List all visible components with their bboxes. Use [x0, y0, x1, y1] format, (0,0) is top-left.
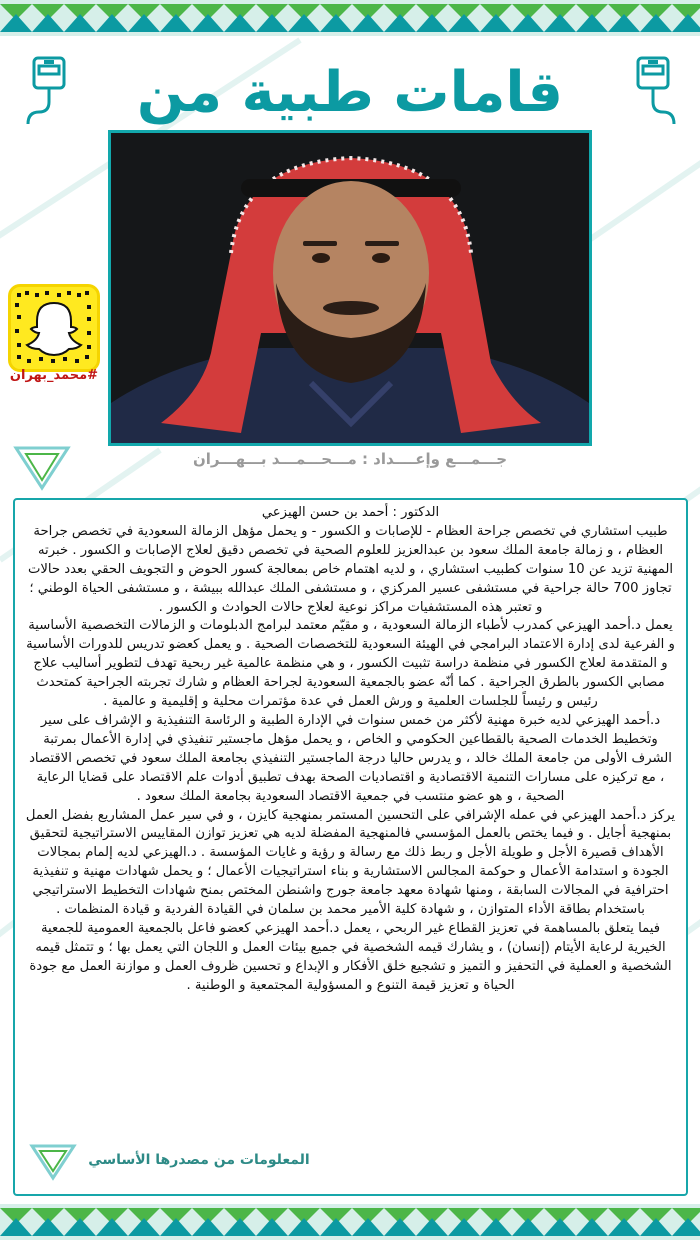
snapchat-handle: #محمد_بهران — [9, 368, 99, 383]
credit-line: جـــمـــع وإعــــداد : مـــحـــمـــد بـــهـــران — [192, 450, 508, 468]
iv-device-icon — [628, 54, 678, 134]
bio-paragraph: يعمل د.أحمد الهيزعي كمدرب لأطباء الزمالة السعودية ، و مقيّم معتمد لبرامج الدبلومات و الزمالات التخصصية الأساسية و الفرعية لدى إدارة الاعتماد البرامجي في الهيئة السعودية للتخصصات الصحية . و يعمل كعضو تدريس للدورات الأساسية و المتقدمة لعلاج الكسور في منظمة دراسة تثبيت الكسور ، و هي منظمة عالمية غير ربحية تهدف لتطوير أساليب علاج مصابي الكسور بالطرق الجراحية . كما أنّه عضو بالجمعية السعودية لجراحة العظام و شارك تجربته الجراحية كمتحدث رئيس و رئيساً للجلسات العلمية و ورش العمل في عدة مؤتمرات محلية و إقليمية و عالمية . — [26, 618, 675, 710]
triangle-decoration — [12, 444, 72, 492]
bio-text — [25, 504, 676, 996]
bio-box — [13, 498, 688, 1196]
iv-device-icon — [24, 54, 74, 134]
bio-paragraph: فيما يتعلق بالمساهمة في تعزيز القطاع غير الربحي ، يعمل د.أحمد الهيزعي كعضو فاعل بالجمعية العمومية للجمعية الخيرية لرعاية الأيتام (إنسان) ، و يشارك قيمه الشخصية في جميع بيئات العمل و اللجان التي يعمل بها ؛ و تتمثل قيمه الشخصية و العملية في التحفيز و التميز و تشجيع خلق الأفكار و الإبداع و تحسين ظروف العمل و موازنة العمل مع جودة الحياة و تعزيز قيمة التنوع و المسؤولية المجتمعية و الوطنية . — [29, 920, 672, 993]
bottom-pattern-band — [0, 1204, 700, 1240]
bio-paragraph: يركز د.أحمد الهيزعي في عمله الإشرافي على التحسين المستمر بمنهجية كايزن ، و في سير عمل المشاريع بفضل العمل بمنهجية أجايل . و فيما يختص بالعمل المؤسسي فالمنهجية المفضلة لديه هي تعزيز توازن المقاييس الاستراتيجية لتحقيق الأهداف قصيرة الأجل و طويلة الأجل و ربط ذلك مع رسالة و رؤية و غايات المؤسسة . د.الهيزعي لديه إلمام بمجالات الجودة و استدامة الأعمال و حوكمة المجالس الاستشارية و بناء استراتيجيات الأعمال ؛ و يحمل شهادات مهنية و تنفيذية احترافية في المجالات السابقة ، ومنها شهادة معهد جامعة جورج واشنطن المختص بمنح شهادات التخطيط الاستراتيجي باستخدام بطاقة الأداء المتوازن ، و شهادة كلية الأمير محمد بن سلمان في القيادة الفردية و قيادة المنظمات . — [25, 807, 676, 918]
bio-paragraph: د.أحمد الهيزعي لديه خبرة مهنية لأكثر من خمس سنوات في الإدارة الطبية و الرئاسة التنفيذية و الإشراف على سير وتخطيط الخدمات الصحية بالقطاعين الحكومي و الخاص ، و يحمل مؤهل ماجستير تنفيذي في إدارة الأعمال بمرتبة الشرف الأولى من جامعة الملك خالد ، و يدرس حاليا درجة الماجستير التنفيذي بجامعة الملك سعود في تخصص الاقتصاد ، مع تركيزه على مسارات التنمية الاقتصادية و اقتصاديات الصحة بهدف تطبيق أدوات علم الاقتصاد على قضايا الرعاية الصحية ، و هو عضو منتسب في جمعية الاقتصاد السعودية بجامعة الملك سعود . — [29, 712, 672, 804]
triangle-decoration — [28, 1142, 78, 1182]
source-note: المعلومات من مصدرها الأساسي — [88, 1152, 310, 1168]
portrait-frame — [108, 130, 592, 446]
portrait-photo — [111, 133, 589, 443]
snapchat-ghost-icon — [27, 303, 81, 355]
snapchat-code[interactable] — [8, 284, 100, 372]
page-title: قامات طبية من — [136, 60, 564, 125]
bio-paragraph: طبيب استشاري في تخصص جراحة العظام - للإصابات و الكسور - و يحمل مؤهل الزمالة السعودية في تخصص جراحة العظام ، و زمالة جامعة الملك سعود بن عبدالعزيز للعلوم الصحية في تخصص دقيق لعلاج الإصابات و الكسور . خبرته المهنية تزيد عن 10 سنوات كطبيب استشاري ، و لديه اهتمام خاص بمعالجة كسور الحوض و التجويف الحقي بعدد حالات تجاوز 700 حالة جراحية في مستشفى عسير المركزي ، و مستشفى الملك عبدالله ببيشة ، و مستشفى الحياة الوطني ؛ و تعتبر هذه المستشفيات مراكز نوعية لعلاج حالات الحوادث و الكسور . — [27, 523, 674, 615]
bio-heading: الدكتور : أحمد بن حسن الهيزعي — [261, 505, 440, 520]
